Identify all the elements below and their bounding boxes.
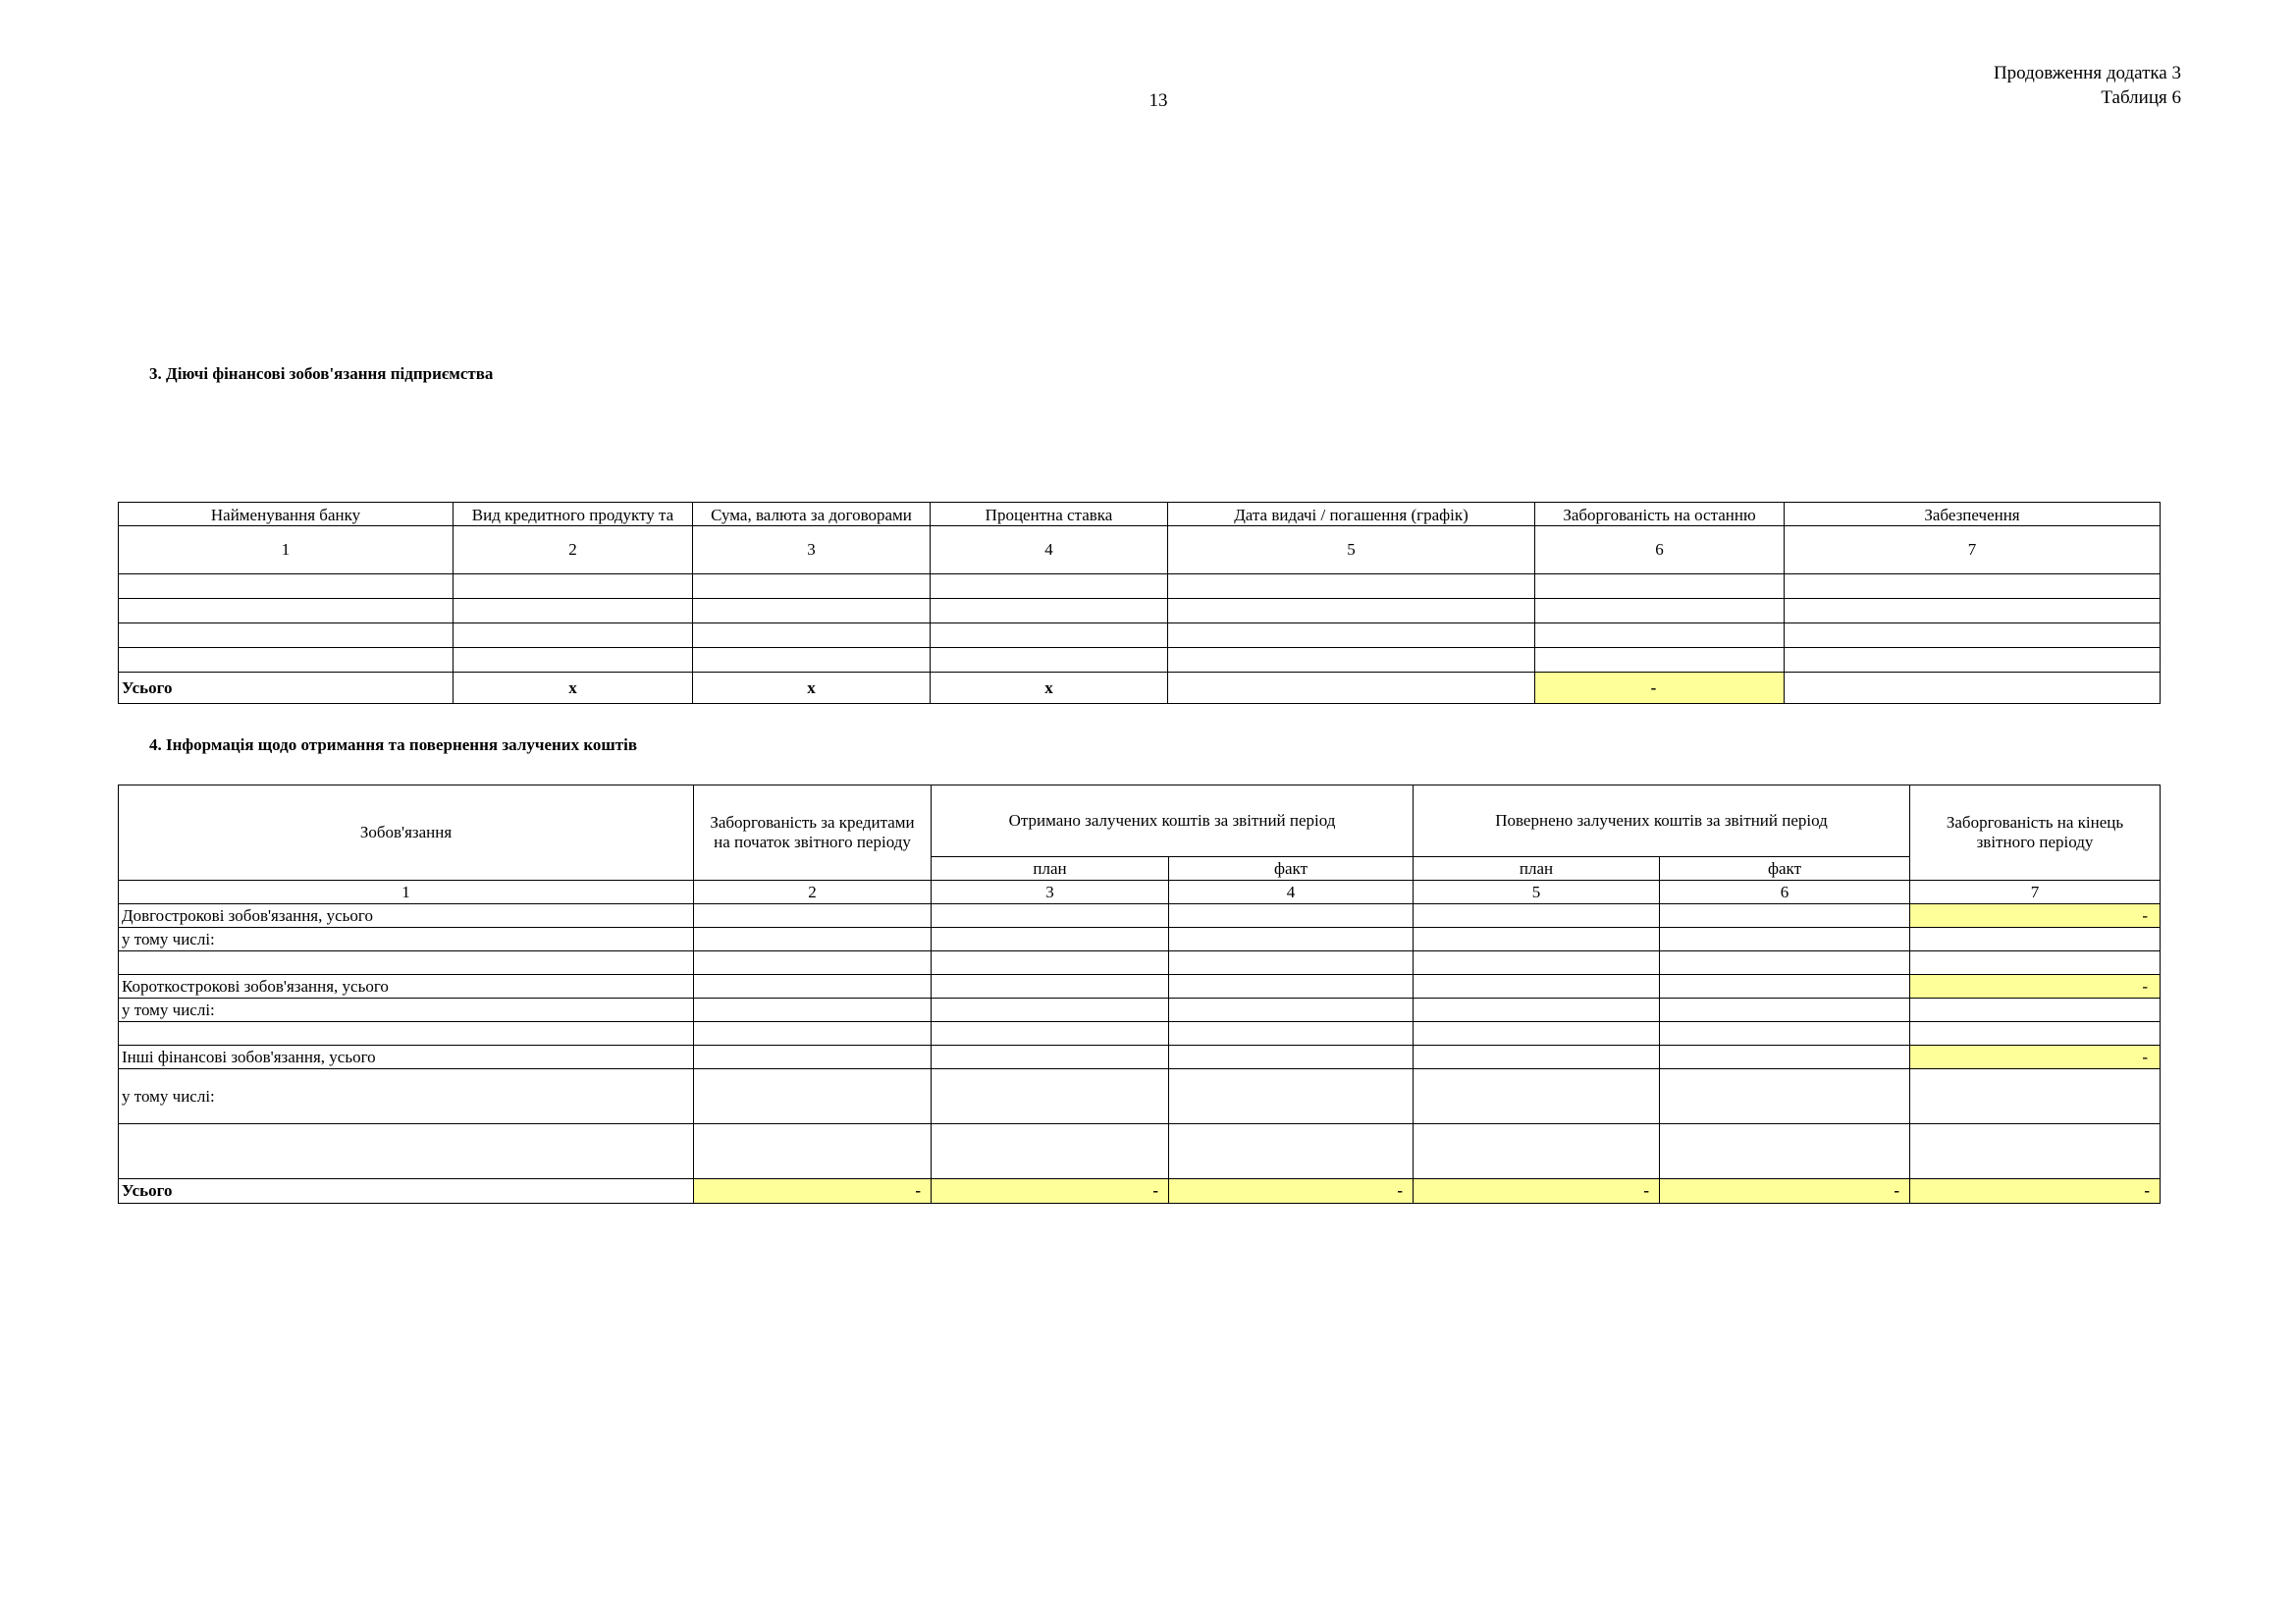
table-cell[interactable] bbox=[119, 574, 454, 599]
table-cell[interactable] bbox=[931, 623, 1168, 648]
table-row bbox=[119, 599, 2161, 623]
table-cell[interactable] bbox=[1910, 1022, 2161, 1046]
col-header-obligations: Зобов'язання bbox=[119, 785, 694, 881]
table-cell[interactable] bbox=[1414, 904, 1660, 928]
column-number: 4 bbox=[931, 526, 1168, 574]
table-cell[interactable] bbox=[694, 928, 932, 951]
table-cell[interactable] bbox=[932, 904, 1169, 928]
table-cell[interactable] bbox=[1660, 928, 1910, 951]
row-label-other: Інші фінансові зобов'язання, усього bbox=[119, 1046, 694, 1069]
table-row bbox=[119, 1124, 2161, 1179]
row-label-empty[interactable] bbox=[119, 951, 694, 975]
table-cell[interactable] bbox=[931, 599, 1168, 623]
table-cell[interactable] bbox=[1660, 999, 1910, 1022]
table-row bbox=[119, 928, 2161, 951]
table-cell[interactable] bbox=[694, 975, 932, 999]
table-cell[interactable] bbox=[1535, 599, 1785, 623]
table-cell[interactable] bbox=[693, 574, 931, 599]
end-debt-long-term[interactable]: - bbox=[1910, 904, 2161, 928]
page-number: 13 bbox=[1148, 90, 1168, 111]
table-cell[interactable] bbox=[694, 904, 932, 928]
col-header-received-fact: факт bbox=[1169, 857, 1414, 881]
total-label: Усього bbox=[119, 1179, 694, 1204]
col-header-returned-fact: факт bbox=[1660, 857, 1910, 881]
total-debt-last[interactable]: - bbox=[1535, 673, 1785, 704]
col-header-debt-start: Заборгованість за кредитами на початок звітного періоду bbox=[694, 785, 932, 881]
table-row bbox=[119, 574, 2161, 599]
table-row bbox=[119, 951, 2161, 975]
row-label-including: у тому числі: bbox=[119, 999, 694, 1022]
column-number: 4 bbox=[1169, 881, 1414, 904]
table-cell[interactable] bbox=[1169, 1124, 1414, 1179]
table-cell[interactable] bbox=[932, 1022, 1169, 1046]
column-number: 3 bbox=[932, 881, 1169, 904]
table-cell[interactable] bbox=[1169, 1022, 1414, 1046]
total-received-fact[interactable]: - bbox=[1169, 1179, 1414, 1204]
section-4-title: 4. Інформація щодо отримання та повернення залучених коштів bbox=[149, 735, 638, 754]
total-debt-end[interactable]: - bbox=[1910, 1179, 2161, 1204]
table-cell[interactable] bbox=[1168, 648, 1535, 673]
table-cell[interactable] bbox=[694, 1069, 932, 1124]
table-cell[interactable] bbox=[119, 623, 454, 648]
total-interest-rate: x bbox=[931, 673, 1168, 704]
end-debt-short-term[interactable]: - bbox=[1910, 975, 2161, 999]
column-number: 5 bbox=[1414, 881, 1660, 904]
table-cell[interactable] bbox=[1660, 975, 1910, 999]
column-number: 6 bbox=[1660, 881, 1910, 904]
table-cell[interactable] bbox=[1169, 975, 1414, 999]
table-cell[interactable] bbox=[1414, 999, 1660, 1022]
table-cell[interactable] bbox=[119, 599, 454, 623]
col-header-bank: Найменування банку bbox=[119, 503, 454, 526]
table-cell[interactable] bbox=[1910, 1069, 2161, 1124]
borrowed-funds-table bbox=[118, 785, 2161, 1204]
table-cell[interactable] bbox=[1169, 999, 1414, 1022]
row-label-including: у тому числі: bbox=[119, 1069, 694, 1124]
table-cell[interactable] bbox=[932, 951, 1169, 975]
column-number: 3 bbox=[693, 526, 931, 574]
table-cell[interactable] bbox=[1414, 928, 1660, 951]
table-row bbox=[119, 975, 2161, 999]
column-number: 1 bbox=[119, 526, 454, 574]
table-cell[interactable] bbox=[1660, 904, 1910, 928]
table-cell[interactable] bbox=[454, 623, 693, 648]
table-cell[interactable] bbox=[1535, 574, 1785, 599]
col-header-received: Отримано залучених коштів за звітний період bbox=[932, 785, 1414, 857]
total-amount: x bbox=[693, 673, 931, 704]
table-cell[interactable] bbox=[694, 1022, 932, 1046]
column-number: 7 bbox=[1910, 881, 2161, 904]
table-cell[interactable] bbox=[932, 999, 1169, 1022]
table-cell[interactable] bbox=[1414, 975, 1660, 999]
table-row bbox=[119, 1046, 2161, 1069]
table-cell[interactable] bbox=[932, 928, 1169, 951]
total-row bbox=[119, 673, 2161, 704]
table-cell[interactable] bbox=[1535, 623, 1785, 648]
table-row bbox=[119, 1069, 2161, 1124]
table-cell[interactable] bbox=[1169, 1046, 1414, 1069]
appendix-label: Продовження додатка 3 bbox=[1993, 63, 2181, 83]
table-cell[interactable] bbox=[1660, 1124, 1910, 1179]
column-number: 6 bbox=[1535, 526, 1785, 574]
col-header-issue-repayment-date: Дата видачі / погашення (графік) bbox=[1168, 503, 1535, 526]
column-number: 5 bbox=[1168, 526, 1535, 574]
table-cell[interactable] bbox=[1169, 1069, 1414, 1124]
table-cell[interactable] bbox=[694, 951, 932, 975]
table-cell[interactable] bbox=[1910, 999, 2161, 1022]
end-debt-other[interactable]: - bbox=[1910, 1046, 2161, 1069]
table-cell[interactable] bbox=[1910, 951, 2161, 975]
column-number-row bbox=[119, 881, 2161, 904]
financial-obligations-table bbox=[118, 502, 2161, 704]
table-cell[interactable] bbox=[454, 599, 693, 623]
column-number: 1 bbox=[119, 881, 694, 904]
section-3-title: 3. Діючі фінансові зобов'язання підприємства bbox=[149, 364, 494, 383]
table-cell[interactable] bbox=[1414, 1069, 1660, 1124]
table-cell[interactable] bbox=[1414, 951, 1660, 975]
table-cell[interactable] bbox=[1785, 574, 2161, 599]
table-cell[interactable] bbox=[119, 648, 454, 673]
col-header-interest-rate: Процентна ставка bbox=[931, 503, 1168, 526]
table-cell[interactable] bbox=[1169, 951, 1414, 975]
table-cell[interactable] bbox=[1785, 599, 2161, 623]
table-cell[interactable] bbox=[694, 1124, 932, 1179]
total-credit-product: x bbox=[454, 673, 693, 704]
table-cell[interactable] bbox=[931, 648, 1168, 673]
column-number: 7 bbox=[1785, 526, 2161, 574]
header-row bbox=[119, 785, 2161, 857]
table-cell[interactable] bbox=[693, 648, 931, 673]
table-cell[interactable] bbox=[1414, 1046, 1660, 1069]
table-cell[interactable] bbox=[454, 574, 693, 599]
table-cell[interactable] bbox=[1168, 599, 1535, 623]
table-cell[interactable] bbox=[694, 1046, 932, 1069]
total-debt-start[interactable]: - bbox=[694, 1179, 932, 1204]
total-date[interactable] bbox=[1168, 673, 1535, 704]
total-row bbox=[119, 1179, 2161, 1204]
row-label-long-term: Довгострокові зобов'язання, усього bbox=[119, 904, 694, 928]
table-cell[interactable] bbox=[932, 1046, 1169, 1069]
total-label: Усього bbox=[119, 673, 454, 704]
col-header-amount-currency: Сума, валюта за договорами bbox=[693, 503, 931, 526]
table-cell[interactable] bbox=[1535, 648, 1785, 673]
table-cell[interactable] bbox=[932, 975, 1169, 999]
col-header-debt-last: Заборгованість на останню bbox=[1535, 503, 1785, 526]
table-cell[interactable] bbox=[693, 623, 931, 648]
table-cell[interactable] bbox=[1168, 574, 1535, 599]
table-cell[interactable] bbox=[694, 999, 932, 1022]
col-header-collateral: Забезпечення bbox=[1785, 503, 2161, 526]
table-row bbox=[119, 999, 2161, 1022]
table-cell[interactable] bbox=[1414, 1022, 1660, 1046]
row-label-short-term: Короткострокові зобов'язання, усього bbox=[119, 975, 694, 999]
table-cell[interactable] bbox=[1660, 1046, 1910, 1069]
total-returned-fact[interactable]: - bbox=[1660, 1179, 1910, 1204]
table-row bbox=[119, 623, 2161, 648]
column-number: 2 bbox=[454, 526, 693, 574]
table-cell[interactable] bbox=[1910, 1124, 2161, 1179]
table-cell[interactable] bbox=[932, 1124, 1169, 1179]
col-header-credit-product: Вид кредитного продукту та bbox=[454, 503, 693, 526]
header-row bbox=[119, 503, 2161, 526]
col-header-received-plan: план bbox=[932, 857, 1169, 881]
row-label-empty[interactable] bbox=[119, 1124, 694, 1179]
table-cell[interactable] bbox=[1414, 1124, 1660, 1179]
table-cell[interactable] bbox=[931, 574, 1168, 599]
table-cell[interactable] bbox=[1785, 648, 2161, 673]
table-row bbox=[119, 1022, 2161, 1046]
table-cell[interactable] bbox=[1660, 951, 1910, 975]
table-cell[interactable] bbox=[1660, 1022, 1910, 1046]
table-cell[interactable] bbox=[1785, 623, 2161, 648]
table-row bbox=[119, 904, 2161, 928]
table-cell[interactable] bbox=[693, 599, 931, 623]
table-row bbox=[119, 648, 2161, 673]
column-number-row bbox=[119, 526, 2161, 574]
table-cell[interactable] bbox=[1910, 928, 2161, 951]
row-label-including: у тому числі: bbox=[119, 928, 694, 951]
table-cell[interactable] bbox=[454, 648, 693, 673]
table-cell[interactable] bbox=[1169, 904, 1414, 928]
total-returned-plan[interactable]: - bbox=[1414, 1179, 1660, 1204]
table-cell[interactable] bbox=[1660, 1069, 1910, 1124]
table-cell[interactable] bbox=[1169, 928, 1414, 951]
col-header-returned: Повернено залучених коштів за звітний період bbox=[1414, 785, 1910, 857]
total-collateral[interactable] bbox=[1785, 673, 2161, 704]
row-label-empty[interactable] bbox=[119, 1022, 694, 1046]
table-label: Таблиця 6 bbox=[2101, 87, 2181, 108]
table-cell[interactable] bbox=[932, 1069, 1169, 1124]
col-header-debt-end: Заборгованість на кінець звітного періоду bbox=[1910, 785, 2161, 881]
total-received-plan[interactable]: - bbox=[932, 1179, 1169, 1204]
column-number: 2 bbox=[694, 881, 932, 904]
document-header bbox=[1994, 61, 2181, 110]
table-cell[interactable] bbox=[1168, 623, 1535, 648]
col-header-returned-plan: план bbox=[1414, 857, 1660, 881]
